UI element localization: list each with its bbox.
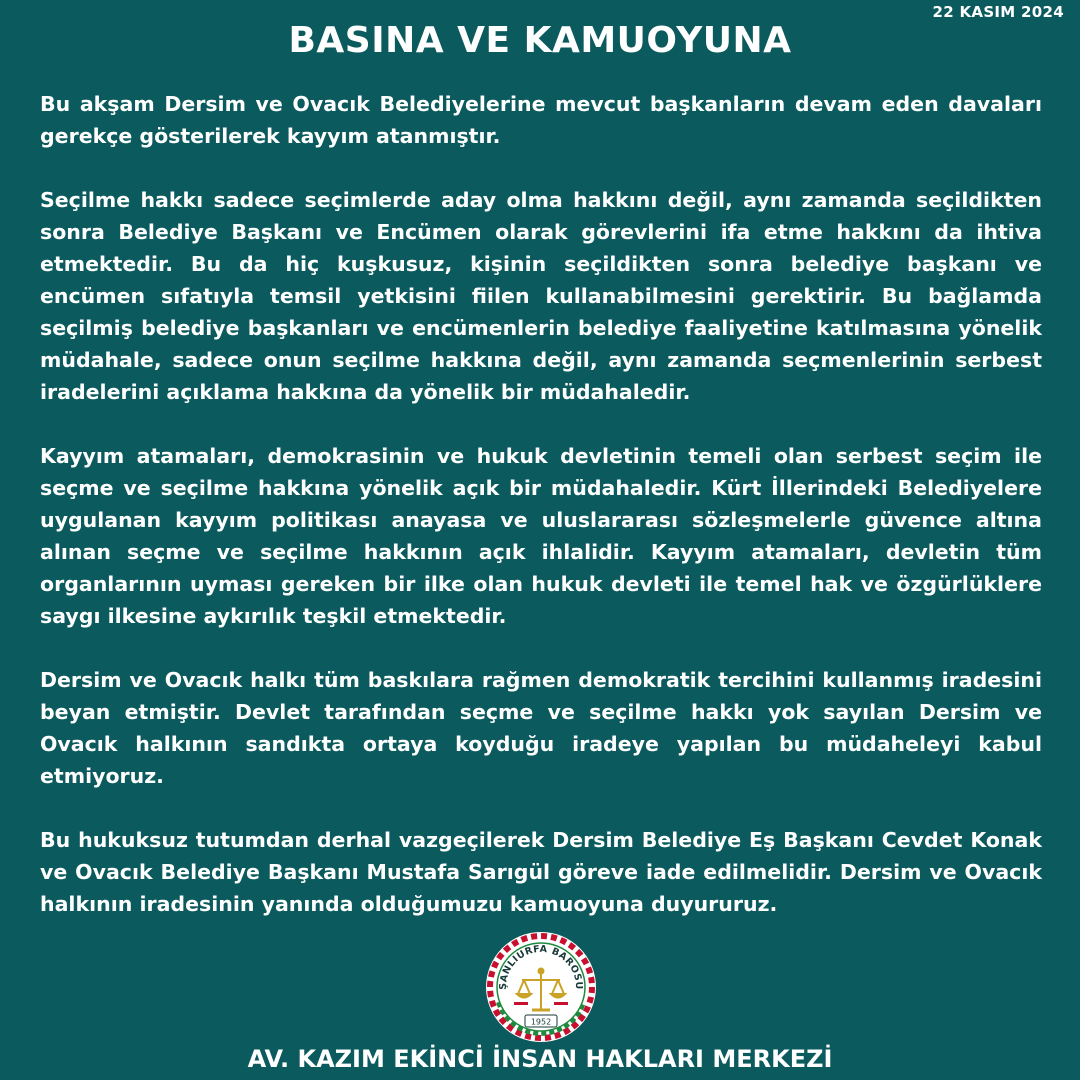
- statement-body: [40, 88, 1042, 952]
- page-title: BASINA VE KAMUOYUNA: [288, 20, 792, 61]
- paragraph: Seçilme hakkı sadece seçimlerde aday olma hakkını değil, aynı zamanda seçildikten sonra Belediye Başkanı ve Encümen olarak görevlerini ifa etme hakkını da ihtiva etmektedir. Bu da hiç kuşkusuz, kişinin seçildikten sonra belediye başkanı ve encümen sıfatıyla temsil yetkisini fiilen kullanabilmesini gerektirir. Bu bağlamda seçilmiş belediye başkanları ve encümenlerin belediye faaliyetine katılmasına yönelik müdahale, sadece onun seçilme hakkına değil, aynı zamanda seçmenlerinin serbest iradelerini açıklama hakkına da yönelik bir müdahaledir.: [40, 188, 1042, 404]
- paragraph: Kayyım atamaları, demokrasinin ve hukuk devletinin temeli olan serbest seçim ile seçme ve seçilme hakkına yönelik açık bir müdahaledir. Kürt İllerindeki Belediyelere uygulanan kayyım politikası anayasa ve uluslararası sözleşmelerle güvence altına alınan seçme ve seçilme hakkının açık ihlalidir. Kayyım atamaları, devletin tüm organlarının uyması gereken bir ilke olan hukuk devleti ile temel hak ve özgürlüklere saygı ilkesine aykırılık teşkil etmektedir.: [40, 444, 1042, 628]
- paragraph: Bu akşam Dersim ve Ovacık Belediyelerine mevcut başkanların devam eden davaları gerekçe gösterilerek kayyım atanmıştır.: [40, 92, 1042, 148]
- paragraph: Dersim ve Ovacık halkı tüm baskılara rağmen demokratik tercihini kullanmış iradesini beyan etmiştir. Devlet tarafından seçme ve seçilme hakkı yok sayılan Dersim ve Ovacık halkının sandıkta ortaya koyduğu iradeye yapılan bu müdaheleyi kabul etmiyoruz.: [40, 668, 1042, 788]
- paragraph: Bu hukuksuz tutumdan derhal vazgeçilerek Dersim Belediye Eş Başkanı Cevdet Konak ve Ovacık Belediye Başkanı Mustafa Sarıgül göreve iade edilmelidir. Dersim ve Ovacık halkının iradesinin yanında olduğumuzu kamuoyuna duyururuz.: [40, 828, 1042, 916]
- bar-association-logo: [484, 930, 598, 1044]
- logo-year: 1952: [530, 1017, 552, 1027]
- logo-arc-text: ŞANLIURFA BAROSU: [497, 943, 585, 990]
- date-label: 22 KASIM 2024: [932, 3, 1064, 21]
- organization-name: AV. KAZIM EKİNCİ İNSAN HAKLARI MERKEZİ: [247, 1045, 833, 1073]
